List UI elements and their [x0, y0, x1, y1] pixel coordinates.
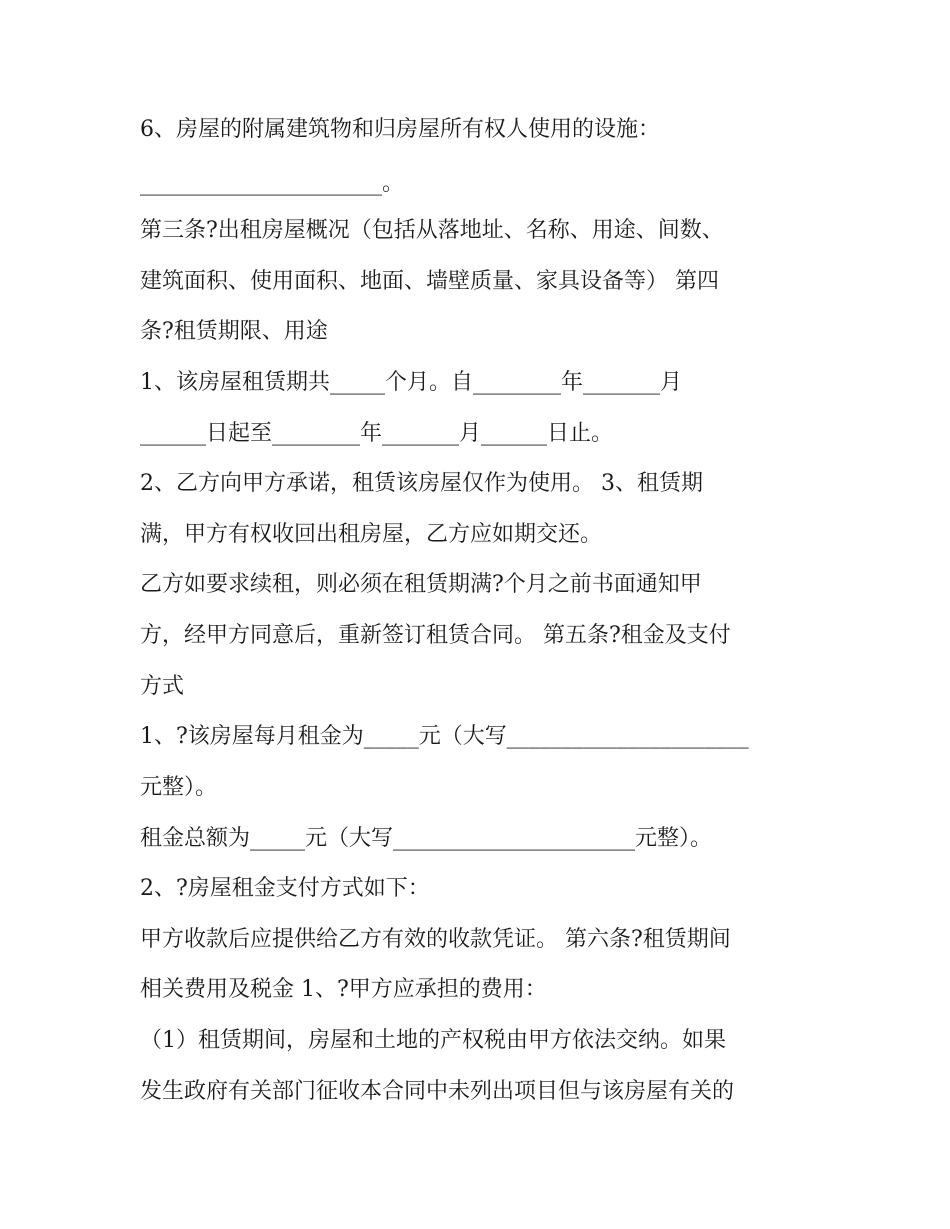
text-line: 方，经甲方同意后，重新签订租赁合同。 第五条?租金及支付	[140, 623, 731, 648]
text-line: 1、该房屋租赁期共_____个月。自________年_______月	[140, 370, 682, 395]
text-line: 2、?房屋租金支付方式如下：	[140, 876, 430, 901]
text-line: 租金总额为_____元（大写______________________元整）。	[140, 826, 713, 851]
text-line: 相关费用及税金 1、?甲方应承担的费用：	[140, 977, 547, 1002]
text-line: 发生政府有关部门征收本合同中未列出项目但与该房屋有关的	[140, 1079, 735, 1104]
text-line: 方式	[140, 674, 185, 699]
text-line: ______日起至________年_______月______日止。	[140, 421, 614, 446]
text-line: 第三条?出租房屋概况（包括从落地址、名称、用途、间数、	[140, 218, 724, 243]
text-line: （1）租赁期间，房屋和土地的产权税由甲方依法交纳。如果	[140, 1028, 726, 1053]
text-line: 2、乙方向甲方承诺，租赁该房屋仅作为使用。 3、租赁期	[140, 471, 703, 496]
text-line: 条?租赁期限、用途	[140, 319, 328, 344]
text-line: 元整）。	[140, 775, 218, 800]
text-line: 6、房屋的附属建筑物和归房屋所有权人使用的设施：	[140, 117, 660, 142]
text-line: 乙方如要求续租，则必须在租赁期满?个月之前书面通知甲	[140, 572, 702, 597]
text-line: 建筑面积、使用面积、地面、墙壁质量、家具设备等） 第四	[140, 269, 719, 294]
text-line: 满，甲方有权收回出租房屋，乙方应如期交还。	[140, 522, 603, 547]
text-line: ______________________。	[140, 171, 405, 196]
text-line: 甲方收款后应提供给乙方有效的收款凭证。 第六条?租赁期间	[140, 927, 731, 952]
text-line: 1、?该房屋每月租金为_____元（大写______________________	[140, 724, 749, 749]
